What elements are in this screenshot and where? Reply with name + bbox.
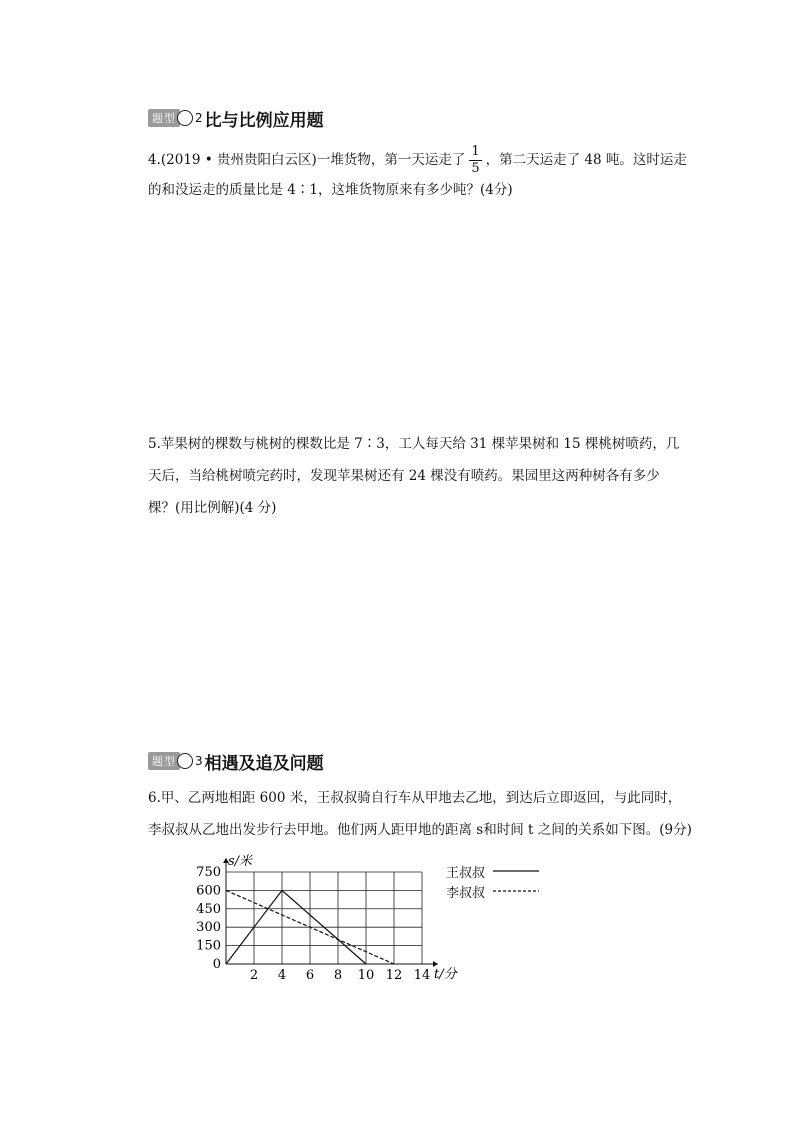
legend-item-wang <box>446 862 541 880</box>
distance-time-chart <box>180 852 480 987</box>
x-tick-label: 8 <box>333 968 343 983</box>
y-tick-label: 150 <box>196 938 221 954</box>
question-5-line2: 天后，当给桃树喷完药时，发现苹果树还有 24 棵没有喷药。果园里这两种树各有多少 <box>148 468 660 484</box>
chart-ticks <box>196 865 430 983</box>
circle-icon <box>177 110 193 126</box>
question-4 <box>148 140 688 206</box>
x-tick-label: 2 <box>249 968 259 983</box>
question-type-label: 题型 <box>148 109 180 127</box>
question-type-label: 题型 <box>148 752 180 770</box>
chart-legend <box>446 862 541 900</box>
circle-icon <box>177 753 193 769</box>
question-5 <box>148 428 688 524</box>
question-6 <box>148 782 692 846</box>
y-tick-label: 450 <box>196 901 221 917</box>
x-tick-label: 4 <box>277 968 287 983</box>
x-tick-label: 14 <box>413 968 431 983</box>
question-6-line1: 6.甲、乙两地相距 600 米，王叔叔骑自行车从甲地去乙地，到达后立即返回，与此同时， <box>148 790 682 806</box>
y-tick-label: 0 <box>212 957 221 972</box>
question-type-badge <box>148 752 193 770</box>
section-number: 3 <box>195 754 203 768</box>
question-type-badge <box>148 109 193 127</box>
section-header-2 <box>148 106 324 130</box>
question-6-line2: 李叔叔从乙地出发步行去甲地。他们两人距甲地的距离 s和时间 t 之间的关系如下图。(9分) <box>148 822 692 838</box>
fraction-denominator: 5 <box>471 161 480 176</box>
fraction-numerator: 1 <box>471 144 480 159</box>
chart-grid <box>226 872 422 964</box>
question-5-line3: 棵？(用比例解)(4 分) <box>148 500 277 516</box>
section-number: 2 <box>195 111 203 125</box>
y-tick-label: 300 <box>196 920 221 936</box>
x-axis-label: t/分 <box>434 967 457 982</box>
dashed-line-swatch <box>493 886 541 896</box>
question-5-line1: 5.苹果树的棵数与桃树的棵数比是 7∶3，工人每天给 31 棵苹果树和 15 棵桃树喷药，几 <box>148 436 680 452</box>
x-tick-label: 12 <box>385 968 403 983</box>
question-4-prefix: 4.(2019 • 贵州贵阳白云区)一堆货物，第一天运走了 <box>148 152 466 168</box>
y-tick-label: 750 <box>196 864 221 880</box>
question-4-line2: 的和没运走的质量比是 4∶1，这堆货物原来有多少吨？(4分) <box>148 182 513 198</box>
section-header-3 <box>148 749 324 773</box>
solid-line-swatch <box>493 866 541 876</box>
x-tick-label: 6 <box>305 968 315 983</box>
section-title: 比与比例应用题 <box>204 110 324 131</box>
x-tick-label: 10 <box>357 968 375 983</box>
section-title: 相遇及追及问题 <box>204 753 324 774</box>
y-tick-label: 600 <box>196 883 221 899</box>
fraction <box>469 144 481 177</box>
chart-axes <box>223 858 438 967</box>
legend-item-li <box>446 882 541 900</box>
legend-label: 王叔叔 <box>446 865 486 881</box>
question-4-suffix: ，第二天运走了 48 吨。这时运走 <box>485 152 687 168</box>
y-axis-label: s/米 <box>228 854 253 869</box>
legend-label: 李叔叔 <box>446 885 486 901</box>
